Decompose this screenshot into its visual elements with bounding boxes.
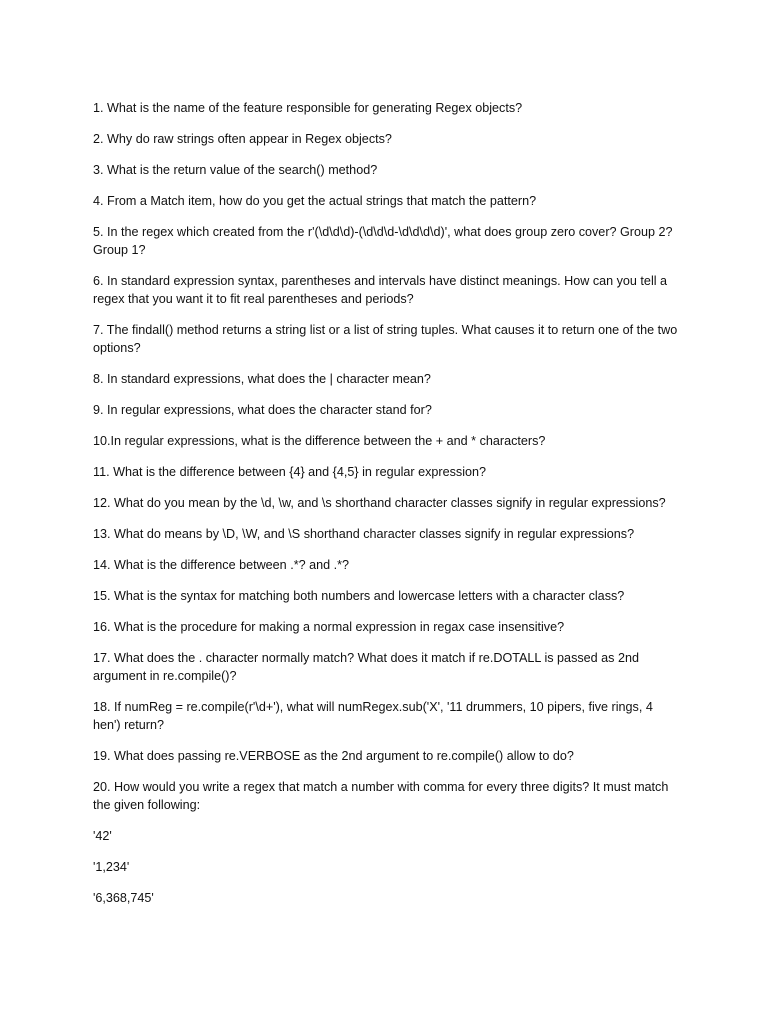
question-15: 15. What is the syntax for matching both numbers and lowercase letters with a character class? <box>93 589 625 603</box>
question-18: 18. If numReg = re.compile(r'\d+'), what will numRegex.sub('X', '11 drummers, 10 pipers, five rings, 4 hen') return? <box>93 700 653 732</box>
question-2: 2. Why do raw strings often appear in Regex objects? <box>93 132 392 146</box>
question-3: 3. What is the return value of the search() method? <box>93 163 378 177</box>
question-9: 9. In regular expressions, what does the character stand for? <box>93 403 432 417</box>
example-1: '42' <box>93 829 112 843</box>
question-10: 10.In regular expressions, what is the difference between the + and * characters? <box>93 434 546 448</box>
question-7: 7. The findall() method returns a string list or a list of string tuples. What causes it to return one of the two options? <box>93 323 678 355</box>
question-12: 12. What do you mean by the \d, \w, and \s shorthand character classes signify in regular expressions? <box>93 496 666 510</box>
question-13: 13. What do means by \D, \W, and \S shorthand character classes signify in regular expressions? <box>93 527 635 541</box>
question-16: 16. What is the procedure for making a normal expression in regax case insensitive? <box>93 620 565 634</box>
question-1: 1. What is the name of the feature responsible for generating Regex objects? <box>93 101 523 115</box>
question-6: 6. In standard expression syntax, parentheses and intervals have distinct meanings. How can you tell a regex that you want it to fit real parentheses and periods? <box>93 274 668 306</box>
question-20: 20. How would you write a regex that match a number with comma for every three digits? It must match the given following: <box>93 780 669 812</box>
document-page <box>93 99 683 920</box>
question-11: 11. What is the difference between {4} and {4,5} in regular expression? <box>93 465 487 479</box>
question-19: 19. What does passing re.VERBOSE as the 2nd argument to re.compile() allow to do? <box>93 749 574 763</box>
example-2: '1,234' <box>93 860 130 874</box>
question-8: 8. In standard expressions, what does the | character mean? <box>93 372 431 386</box>
question-4: 4. From a Match item, how do you get the actual strings that match the pattern? <box>93 194 537 208</box>
question-14: 14. What is the difference between .*? and .*? <box>93 558 350 572</box>
example-3: '6,368,745' <box>93 891 154 905</box>
question-17: 17. What does the . character normally match? What does it match if re.DOTALL is passed as 2nd argument in re.compile()? <box>93 651 639 683</box>
question-5: 5. In the regex which created from the r'(\d\d\d)-(\d\d\d-\d\d\d\d)', what does group zero cover? Group 2? Group 1? <box>93 225 673 257</box>
